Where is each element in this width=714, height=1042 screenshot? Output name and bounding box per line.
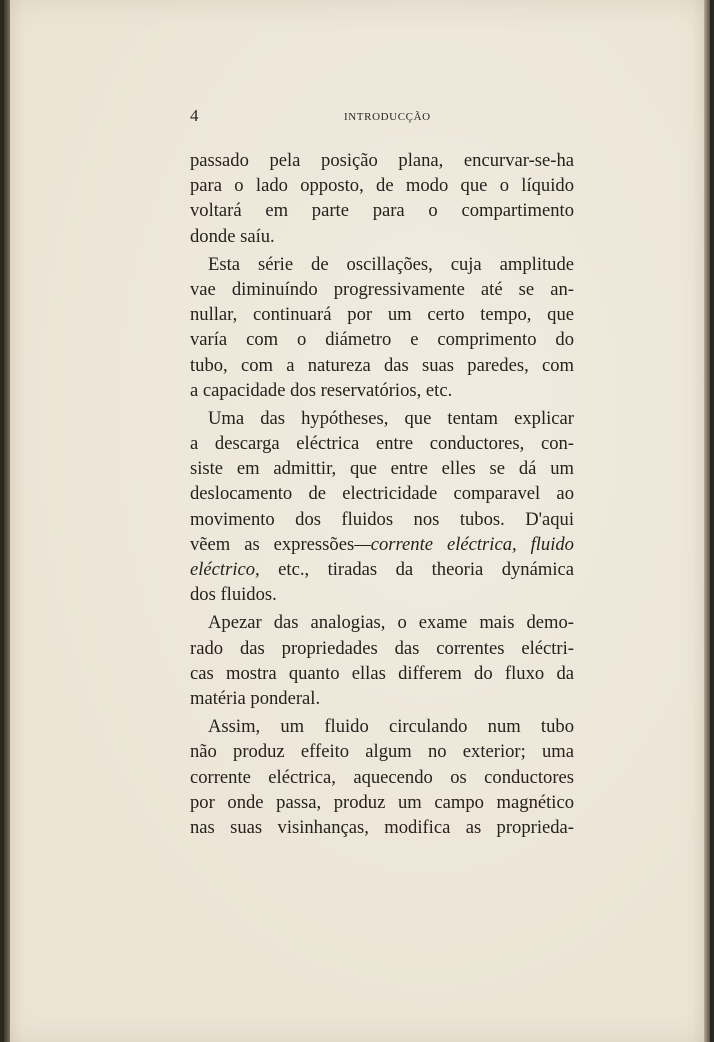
text-line-mixed [190,557,574,582]
italic-run: —corrente eléctrica, fluido [354,533,574,555]
text-line: nullar, continuará por um certo tempo, que [190,304,574,326]
running-title: INTRODUCÇÃO [344,111,431,123]
italic-run: eléctrico, [190,559,260,580]
paragraph [190,252,574,403]
text-line: Uma das hypótheses, que tentam explicar [208,407,574,429]
text-line: matéria ponderal. [190,687,321,709]
text-line: dos fluidos. [190,584,277,606]
running-head [190,106,574,126]
text-line: a capacidade dos reservatórios, etc. [190,379,453,401]
text-line: nas suas visinhanças, modifica as proprieda- [190,816,574,838]
text-line: corrente eléctrica, aquecendo os conductores [190,766,574,788]
body-text [190,148,574,840]
page-right-edge [704,0,710,1042]
text-line: Assim, um fluido circulando num tubo [208,716,574,738]
text-line: vae diminuíndo progressivamente até se an- [190,278,574,300]
page-left-edge [4,0,10,1042]
text-line-mixed [190,532,574,557]
text-run: vẽem as expressões [190,533,355,555]
text-line: rado das propriedades das correntes eléctri- [190,637,574,659]
book-page [4,0,710,1042]
text-line: não produz effeito algum no exterior; uma [190,741,574,763]
paragraph [190,714,574,840]
text-line: tubo, com a natureza das suas paredes, com [190,354,574,376]
text-line: donde saíu. [190,225,275,247]
text-run: etc., tiradas da theoria dynámica [259,559,574,580]
text-line: por onde passa, produz um campo magnético [190,791,574,813]
text-line: cas mostra quanto ellas differem do fluxo da [190,662,574,684]
text-line: varía com o diámetro e comprimento do [190,329,574,351]
text-line: Esta série de oscillações, cuja amplitude [208,253,574,275]
text-line: movimento dos fluidos nos tubos. D'aqui [190,508,574,530]
text-line: Apezar das analogias, o exame mais demo- [208,612,574,634]
text-line: para o lado opposto, de modo que o líquido [190,175,574,197]
text-line: voltará em parte para o compartimento [190,200,574,222]
text-line: siste em admittir, que entre elles se dá um [190,458,574,480]
text-line: passado pela posição plana, encurvar-se-ha [190,150,574,171]
paragraph [190,610,574,711]
text-line: a descarga eléctrica entre conductores, con- [190,433,574,455]
paragraph [190,148,574,249]
paragraph [190,406,574,608]
text-line: deslocamento de electricidade comparavel ao [190,483,574,505]
page-number: 4 [190,106,199,125]
